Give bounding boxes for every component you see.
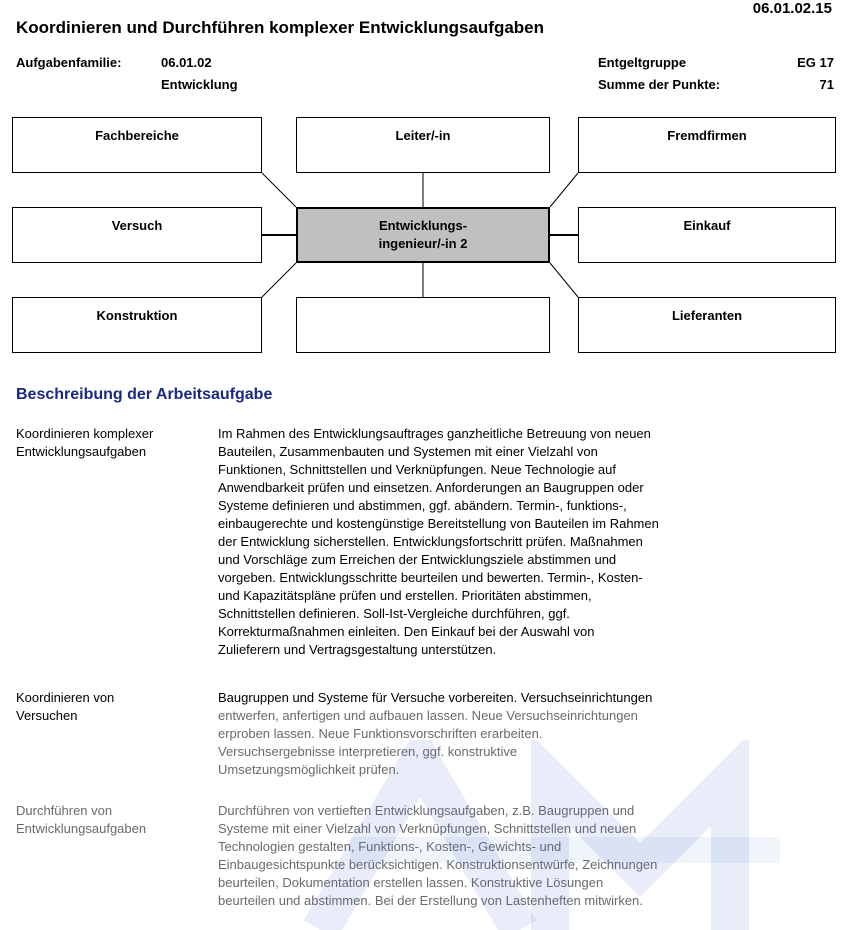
text-line: Einbaugesichtspunkte berücksichtigen. Konstruktionsentwürfe, Zeichnungen [218, 857, 658, 872]
task-family-name: Entwicklung [161, 77, 238, 92]
org-box-empty [296, 297, 550, 353]
text-line: Baugruppen und Systeme für Versuche vorbereiten. Versuchseinrichtungen [218, 690, 653, 705]
org-box-entwicklungsingenieur [296, 207, 550, 263]
task-label [16, 802, 206, 838]
task-label [16, 425, 206, 461]
text-line: beurteilen, Dokumentation erstellen lassen. Konstruktive Lösungen [218, 875, 604, 890]
task-description [218, 425, 748, 659]
center-box-line-2: ingenieur/-in 2 [378, 236, 468, 251]
text-line: Systeme definieren und abstimmen, ggf. abändern. Termin-, funktions-, [218, 498, 627, 513]
task-family-label: Aufgabenfamilie: [16, 55, 122, 70]
text-line: Schnittstellen definieren. Soll-Ist-Vergleiche durchführen, ggf. [218, 606, 570, 621]
text-line: Korrekturmaßnahmen einleiten. Den Einkauf bei der Auswahl von [218, 624, 595, 639]
org-box-lieferanten: Lieferanten [578, 297, 836, 353]
task-family-code: 06.01.02 [161, 55, 212, 70]
task-description [218, 689, 748, 779]
pay-group-value: EG 17 [797, 55, 834, 70]
org-box-einkauf: Einkauf [578, 207, 836, 263]
org-box-versuch: Versuch [12, 207, 262, 263]
text-line: Durchführen von vertieften Entwicklungsaufgaben, z.B. Baugruppen und [218, 803, 635, 818]
text-line: vorgeben. Entwicklungsschritte beurteilen und bewerten. Termin-, Kosten- [218, 570, 643, 585]
points-value: 71 [819, 77, 834, 92]
text-line: der Entwicklung sicherstellen. Entwicklungsfortschritt prüfen. Maßnahmen [218, 534, 643, 549]
task-label [16, 689, 206, 725]
text-line: entwerfen, anfertigen und aufbauen lassen. Neue Versuchseinrichtungen [218, 708, 638, 723]
text-line: Im Rahmen des Entwicklungsauftrages ganzheitliche Betreuung von neuen [218, 426, 651, 441]
text-line: Zulieferern und Vertragsgestaltung unterstützen. [218, 642, 497, 657]
text-line: Systeme mit einer Vielzahl von Verknüpfungen, Schnittstellen und neuen [218, 821, 637, 836]
pay-group-label: Entgeltgruppe [598, 55, 687, 70]
task-label-line: Entwicklungsaufgaben [16, 821, 147, 836]
org-box-leiter: Leiter/-in [296, 117, 550, 173]
org-box-konstruktion: Konstruktion [12, 297, 262, 353]
org-box-fremdfirmen: Fremdfirmen [578, 117, 836, 173]
task-description [218, 802, 748, 910]
text-line: erproben lassen. Neue Funktionsvorschriften erarbeiten. [218, 726, 543, 741]
page-title: Koordinieren und Durchführen komplexer Entwicklungsaufgaben [16, 18, 545, 37]
task-label-line: Entwicklungsaufgaben [16, 444, 147, 459]
text-line: Anwendbarkeit prüfen und einsetzen. Anforderungen an Baugruppen oder [218, 480, 644, 495]
task-label-line: Koordinieren komplexer [16, 426, 154, 441]
text-line: Bauteilen, Zusammenbauten und Systemen mit einer Vielzahl von [218, 444, 598, 459]
center-box-line-1: Entwicklungs- [378, 218, 468, 233]
text-line: Technologien gestalten, Funktions-, Kosten-, Gewichts- und [218, 839, 562, 854]
text-line: beurteilen und abstimmen. Bei der Erstellung von Lastenheften mitwirken. [218, 893, 643, 908]
task-label-line: Koordinieren von [16, 690, 115, 705]
task-label-line: Durchführen von [16, 803, 113, 818]
text-line: und Kapazitätspläne prüfen und erstellen. Prioritäten abstimmen, [218, 588, 592, 603]
section-title: Beschreibung der Arbeitsaufgabe [16, 386, 273, 403]
text-line: Umsetzungsmöglichkeit prüfen. [218, 762, 400, 777]
document-number: 06.01.02.15 [752, 0, 832, 17]
text-line: Funktionen, Schnittstellen und Verknüpfungen. Neue Technologie auf [218, 462, 616, 477]
text-line: einbaugerechte und kostengünstige Bereitstellung von Bauteilen im Rahmen [218, 516, 659, 531]
text-line: und Vorschläge zum Erreichen der Entwicklungsziele abstimmen und [218, 552, 617, 567]
text-line: Versuchsergebnisse interpretieren, ggf. konstruktive [218, 744, 518, 759]
points-label: Summe der Punkte: [598, 77, 721, 92]
task-label-line: Versuchen [16, 708, 78, 723]
org-box-fachbereiche: Fachbereiche [12, 117, 262, 173]
